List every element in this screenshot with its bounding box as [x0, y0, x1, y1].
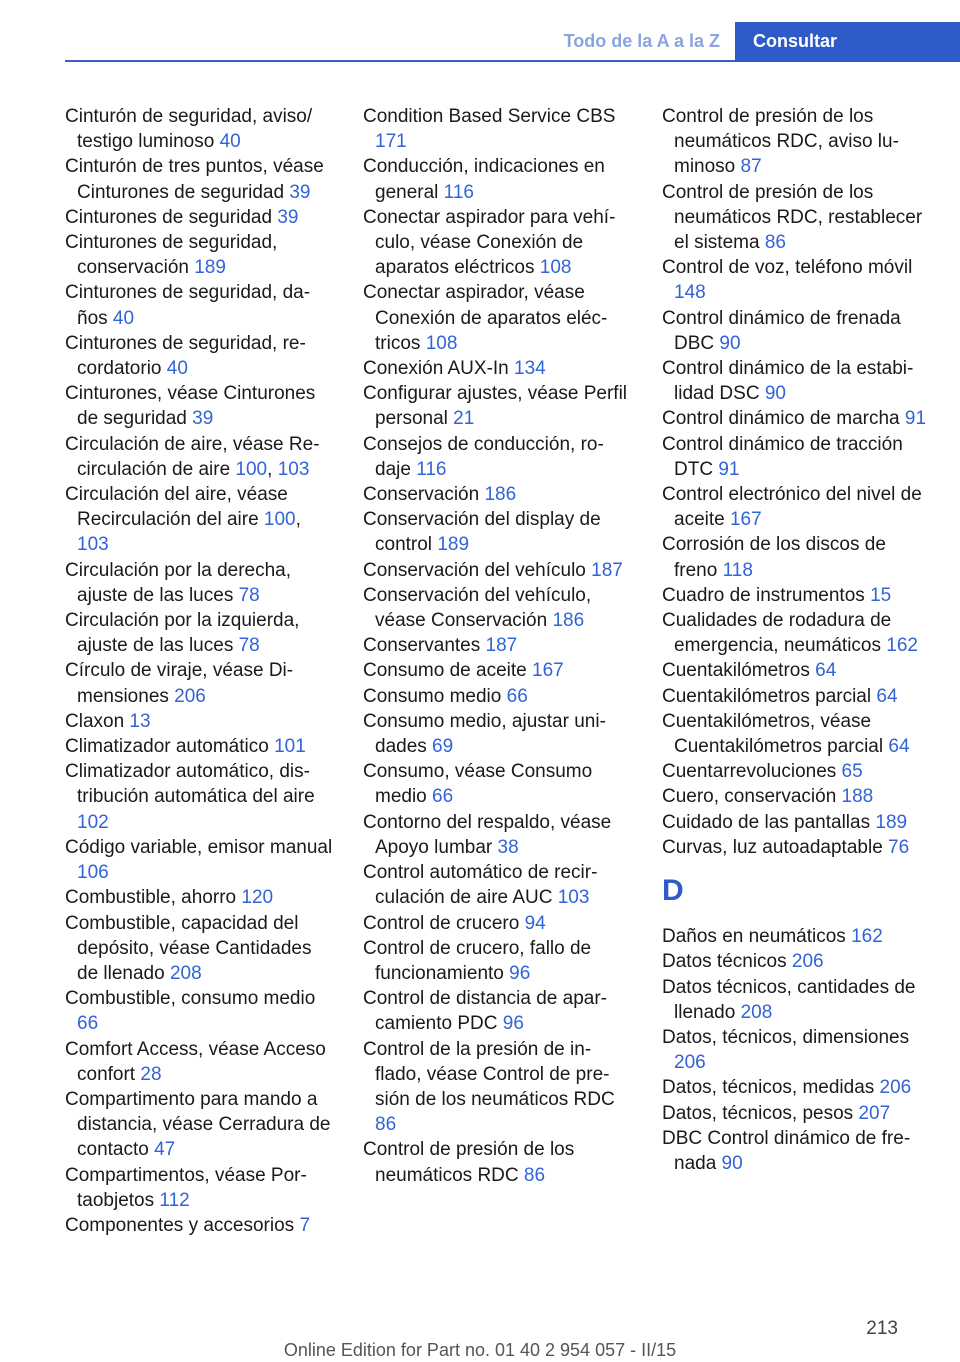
- page-reference-link[interactable]: 162: [851, 926, 883, 948]
- index-entry-text: Datos, técnicos, dimensiones: [662, 1026, 910, 1048]
- footer-edition: Online Edition for Part no. 01 40 2 954 057 - II/15: [283, 1340, 677, 1360]
- index-entry: [662, 180, 930, 256]
- index-column-3: [662, 104, 930, 1176]
- page-reference-link[interactable]: 188: [841, 786, 874, 808]
- index-entry: [65, 154, 333, 204]
- index-entry-text: Datos técnicos, cantidades de llenado: [662, 976, 916, 1023]
- index-entry: [363, 709, 631, 759]
- index-entry-text: Control de crucero, fallo de funcionamiento: [363, 937, 592, 984]
- page-reference-link[interactable]: 101: [274, 736, 306, 758]
- index-entry: [65, 104, 333, 154]
- index-entry: [65, 709, 333, 734]
- page-reference-link[interactable]: 28: [140, 1063, 162, 1085]
- index-entry: [363, 583, 631, 633]
- index-entry-text: Circulación por la izquierda, ajuste de las luces: [65, 610, 300, 657]
- index-entry: [65, 986, 333, 1036]
- index-entry-text: Control automático de recirculación de aire AUC: [363, 862, 598, 909]
- page-reference-link[interactable]: 96: [509, 962, 531, 984]
- index-entry-text: Cinturones de seguridad, recordatorio: [65, 332, 306, 380]
- index-entry-text: Datos, técnicos, pesos: [662, 1102, 859, 1124]
- page-reference-link[interactable]: 162: [886, 635, 918, 657]
- index-entry-text: Claxon: [65, 710, 130, 732]
- index-entry-text: Cuentakilómetros: [662, 660, 816, 682]
- index-entry-text: Cuadro de instrumentos: [662, 584, 871, 606]
- index-entry-text: Consumo medio: [363, 685, 507, 707]
- index-entry-text: Control de voz, teléfono móvil: [662, 257, 913, 279]
- page-reference-link[interactable]: 102: [77, 811, 109, 833]
- index-entry-text: Combustible, consumo medio: [65, 988, 316, 1010]
- page-number: 213: [866, 1318, 898, 1339]
- index-letter-heading: D: [662, 874, 684, 908]
- page-reference-link[interactable]: 87: [740, 156, 762, 178]
- page-reference-link[interactable]: 103: [77, 534, 109, 556]
- index-entry: [363, 558, 631, 583]
- index-entry-text: Combustible, ahorro: [65, 887, 242, 909]
- index-entry-text: Climatizador automático: [65, 736, 275, 758]
- page-reference-link[interactable]: 186: [552, 610, 585, 632]
- index-entry: [363, 658, 631, 683]
- index-entry: [65, 230, 333, 280]
- index-entry: [65, 381, 333, 431]
- page-reference-link[interactable]: 100: [235, 458, 268, 480]
- index-entry-text: Conducción, indicaciones en general: [363, 156, 605, 203]
- section-title: Todo de la A a la Z: [563, 31, 720, 51]
- page-reference-link[interactable]: 39: [289, 181, 311, 203]
- page-reference-link[interactable]: 40: [166, 358, 188, 380]
- page-reference-link[interactable]: 206: [879, 1077, 912, 1099]
- index-entry-text: Configurar ajustes, véase Perfil personal: [363, 383, 628, 430]
- index-entry-text: Conservación del display de control: [363, 509, 601, 556]
- index-entry-text: Control de la presión de inflado, véase Control de presión de los neumáticos RDC: [363, 1038, 615, 1110]
- page-reference-link[interactable]: 116: [416, 458, 447, 480]
- page-reference-link[interactable]: 91: [904, 408, 927, 430]
- index-entry: [65, 885, 333, 910]
- index-entry-text: Datos, técnicos, medidas: [662, 1077, 880, 1099]
- index-entry: [363, 1137, 631, 1187]
- index-entry-text: Curvas, luz autoadaptable: [662, 836, 889, 858]
- index-entry-text: Cinturón de tres puntos, véase Cinturones de seguridad: [65, 156, 324, 203]
- index-entry-text: Datos técnicos: [662, 951, 792, 973]
- index-entry-text: Control de presión de los neumáticos RDC, restablecer el sistema: [662, 181, 923, 254]
- page-reference-link[interactable]: 120: [241, 887, 274, 909]
- section-tab[interactable]: Consultar: [735, 22, 960, 62]
- page-reference-link[interactable]: 47: [154, 1139, 176, 1161]
- page-reference-link[interactable]: 64: [876, 685, 898, 707]
- index-column-1: [65, 104, 333, 1238]
- index-entry: [662, 306, 930, 356]
- page-reference-link[interactable]: 206: [674, 1052, 706, 1074]
- index-entry: [662, 1126, 930, 1176]
- page-reference-link[interactable]: 187: [591, 559, 623, 581]
- index-entry-text: Contorno del respaldo, véase Apoyo lumbar: [363, 811, 612, 858]
- index-entry: [662, 759, 930, 784]
- index-entry: [65, 1163, 333, 1213]
- page-reference-link[interactable]: 100: [263, 509, 296, 531]
- page-reference-link[interactable]: 103: [277, 458, 310, 480]
- index-entry: [363, 986, 631, 1036]
- index-entry: [662, 1025, 930, 1075]
- index-entry: [662, 658, 930, 683]
- page-reference-link[interactable]: 148: [674, 282, 706, 304]
- index-entry: [363, 684, 631, 709]
- page-reference-link[interactable]: 15: [870, 584, 892, 606]
- page-reference-link[interactable]: 86: [375, 1114, 397, 1136]
- page-reference-link[interactable]: 206: [791, 951, 824, 973]
- page-reference-link[interactable]: 78: [238, 635, 260, 657]
- page-reference-link[interactable]: 167: [532, 660, 564, 682]
- index-entry-text: Conservación: [363, 484, 485, 506]
- page-reference-link[interactable]: 96: [502, 1013, 524, 1035]
- index-entry: [363, 911, 631, 936]
- page-reference-link[interactable]: 116: [443, 181, 474, 203]
- index-entry: [363, 356, 631, 381]
- index-entry: [363, 759, 631, 809]
- page-reference-link[interactable]: 189: [194, 257, 226, 279]
- index-entry-text: Cinturón de seguridad, aviso/ testigo luminoso: [65, 106, 313, 153]
- index-entry: [363, 205, 631, 281]
- index-entry: [65, 1213, 333, 1238]
- index-entry: [65, 911, 333, 987]
- index-entry-text: Circulación del aire, véase Recirculación del aire: [65, 484, 288, 531]
- page-reference-link[interactable]: 106: [77, 862, 109, 884]
- index-entry-text: Círculo de viraje, véase Dimensiones: [65, 660, 294, 707]
- index-entry: [65, 608, 333, 658]
- index-entry: [65, 205, 333, 230]
- index-entry-text: Cuentakilómetros, véase Cuentakilómetros parcial: [662, 710, 889, 758]
- index-entry-text: Control de crucero: [363, 912, 525, 934]
- page-reference-link[interactable]: 118: [722, 559, 753, 581]
- index-entry: [65, 1037, 333, 1087]
- index-entry-text: Cualidades de rodadura de emergencia, neumáticos: [662, 610, 892, 657]
- page-reference-link[interactable]: 91: [718, 458, 740, 480]
- index-entry: [65, 759, 333, 835]
- page-reference-link[interactable]: 40: [219, 131, 241, 153]
- index-entry-text: Consejos de conducción, rodaje: [363, 433, 604, 480]
- page-reference-link[interactable]: 69: [432, 736, 454, 758]
- index-entry-text: Control de presión de los neumáticos RDC, aviso luminoso: [662, 106, 899, 178]
- index-entry: [363, 482, 631, 507]
- index-entry-text: Circulación de aire, véase Recirculación de aire: [65, 433, 320, 480]
- index-entry: [65, 1087, 333, 1163]
- index-entry-text: Combustible, capacidad del depósito, véase Cantidades de llenado: [65, 912, 312, 984]
- page-reference-link[interactable]: 208: [740, 1001, 773, 1023]
- index-entry: [65, 658, 333, 708]
- page-reference-link[interactable]: 189: [875, 811, 908, 833]
- index-entry: [662, 104, 930, 180]
- page-reference-link[interactable]: 134: [514, 358, 546, 380]
- index-entry: [662, 924, 930, 949]
- index-entry: [363, 1037, 631, 1138]
- index-entry-text: Control dinámico de marcha: [662, 408, 905, 430]
- index-entry: [363, 280, 631, 356]
- index-entry-text: Cinturones de seguridad, daños: [65, 282, 311, 329]
- index-entry: [662, 532, 930, 582]
- page-reference-link[interactable]: 112: [159, 1189, 190, 1211]
- page-reference-link[interactable]: 66: [432, 786, 454, 808]
- index-entry: [363, 381, 631, 431]
- index-entry-text: DBC Control dinámico de frenada: [662, 1127, 911, 1174]
- page-reference-link[interactable]: 64: [888, 736, 910, 758]
- page-reference-link[interactable]: 90: [764, 383, 786, 405]
- index-entry: [662, 709, 930, 759]
- index-entry-text: Climatizador automático, distribución automática del aire: [65, 761, 315, 808]
- index-entry: [65, 734, 333, 759]
- page-reference-link[interactable]: 78: [238, 584, 260, 606]
- page-reference-link[interactable]: 189: [437, 534, 470, 556]
- index-entry: [363, 104, 631, 154]
- page-reference-link[interactable]: 66: [506, 685, 528, 707]
- index-entry: [662, 810, 930, 835]
- index-entry-text: Daños en neumáticos: [662, 926, 852, 948]
- index-entry: [363, 810, 631, 860]
- index-entry-text: Conectar aspirador para vehículo, véase Conexión de aparatos eléctricos: [363, 206, 616, 279]
- index-entry-text: Conservación del vehículo: [363, 559, 592, 581]
- index-entry-text: Cuero, conservación: [662, 786, 842, 808]
- index-entry-text: Control dinámico de frenada DBC: [662, 307, 901, 354]
- index-entry-text: Consumo medio, ajustar unidades: [363, 710, 606, 758]
- page-reference-link[interactable]: 86: [523, 1164, 546, 1186]
- index-entry-text: Control de presión de los neumáticos RDC: [363, 1139, 575, 1186]
- index-entry-text: Control de distancia de aparcamiento PDC: [363, 988, 607, 1035]
- index-entry-text: Condition Based Service CBS: [363, 106, 616, 127]
- page-reference-link[interactable]: 108: [539, 257, 572, 279]
- index-entry-text: Corrosión de los discos de freno: [662, 534, 886, 581]
- index-entry-text: Conservación del vehículo, véase Conservación: [363, 584, 592, 632]
- index-entry-text: Consumo de aceite: [363, 660, 532, 682]
- index-column-2: [363, 104, 631, 1188]
- page-reference-link[interactable]: 90: [721, 1152, 743, 1174]
- index-entry: [65, 280, 333, 330]
- index-entry-text: Componentes y accesorios: [65, 1214, 300, 1236]
- page-reference-link[interactable]: 167: [729, 509, 762, 531]
- index-entry-text: Compartimentos, véase Portaobjetos: [65, 1164, 307, 1211]
- page-reference-link[interactable]: 39: [192, 408, 214, 430]
- index-entry: [662, 432, 930, 482]
- index-entry: [363, 633, 631, 658]
- index-entry: [363, 936, 631, 986]
- index-entry: [363, 860, 631, 910]
- index-entry: [662, 1075, 930, 1100]
- index-entry-text: Cinturones de seguridad: [65, 206, 278, 228]
- index-entry: [662, 482, 930, 532]
- index-entry-text: Control dinámico de tracción DTC: [662, 433, 903, 480]
- page-reference-link[interactable]: 76: [888, 836, 910, 858]
- index-entry-text: Cuentarrevoluciones: [662, 761, 842, 783]
- index-entry: [363, 154, 631, 204]
- page-reference-link[interactable]: 207: [858, 1102, 891, 1124]
- index-entry-text: Cuentakilómetros parcial: [662, 685, 877, 707]
- index-entry: Circulación del aire, véase Recirculación del aire 100, 103: [65, 484, 301, 556]
- index-entry-text: Comfort Access, véase Acceso confort: [65, 1038, 326, 1085]
- index-entry: [662, 949, 930, 974]
- page-reference-link[interactable]: 94: [524, 912, 546, 934]
- index-entry-text: Control electrónico del nivel de aceite: [662, 484, 922, 531]
- index-entry: Circulación de aire, véase Recirculación de aire 100, 103: [65, 433, 320, 480]
- index-entry: [65, 558, 333, 608]
- page-reference-link[interactable]: 108: [425, 332, 458, 354]
- page-reference-link[interactable]: 90: [719, 332, 741, 354]
- index-entry-text: Compartimento para mando a distancia, véase Cerradura de contacto: [65, 1088, 331, 1161]
- page-reference-link[interactable]: 187: [485, 635, 518, 657]
- index-entry: [662, 406, 930, 431]
- index-entry-text: Conexión AUX-In: [363, 358, 515, 380]
- page-reference-link[interactable]: 103: [557, 887, 590, 909]
- index-entry-text: Circulación por la derecha, ajuste de las luces: [65, 559, 292, 606]
- index-entry: [363, 507, 631, 557]
- index-entry: [662, 583, 930, 608]
- index-entry-text: Conectar aspirador, véase Conexión de aparatos eléctricos: [363, 282, 608, 354]
- index-entry-text: Consumo, véase Consumo medio: [363, 761, 593, 808]
- index-entry: [662, 835, 930, 860]
- index-entry-text: Código variable, emisor manual: [65, 836, 333, 858]
- page-reference-link[interactable]: 86: [764, 232, 786, 254]
- index-entry: [65, 835, 333, 885]
- index-entry: [363, 432, 631, 482]
- page-reference-link[interactable]: 206: [174, 685, 206, 707]
- page-reference-link[interactable]: 208: [169, 962, 202, 984]
- page-reference-link[interactable]: 13: [129, 710, 151, 732]
- page-reference-link[interactable]: 65: [841, 761, 863, 783]
- index-entry-text: Control dinámico de la estabilidad DSC: [662, 358, 914, 405]
- index-entry: [662, 684, 930, 709]
- index-entry-text: Cinturones de seguridad, conservación: [65, 232, 278, 279]
- page-reference-link[interactable]: 186: [484, 484, 517, 506]
- index-entry: [662, 1101, 930, 1126]
- index-entry-text: Cuidado de las pantallas: [662, 811, 876, 833]
- page-reference-link[interactable]: 66: [77, 1013, 99, 1035]
- page-reference-link[interactable]: 39: [277, 206, 299, 228]
- index-entry: [662, 784, 930, 809]
- index-entry: [65, 331, 333, 381]
- page-reference-link[interactable]: 40: [112, 307, 135, 329]
- page-reference-link[interactable]: 171: [375, 131, 407, 153]
- index-entry-text: Cinturones, véase Cinturones de seguridad: [65, 383, 316, 430]
- page-reference-link[interactable]: 7: [299, 1214, 311, 1236]
- index-entry: [662, 975, 930, 1025]
- page-reference-link[interactable]: 64: [815, 660, 837, 682]
- page-reference-link[interactable]: 38: [497, 836, 519, 858]
- page-reference-link[interactable]: 21: [453, 408, 475, 430]
- index-entry: [662, 356, 930, 406]
- index-entry-text: Conservantes: [363, 635, 486, 657]
- index-entry: [662, 608, 930, 658]
- index-entry: [662, 255, 930, 305]
